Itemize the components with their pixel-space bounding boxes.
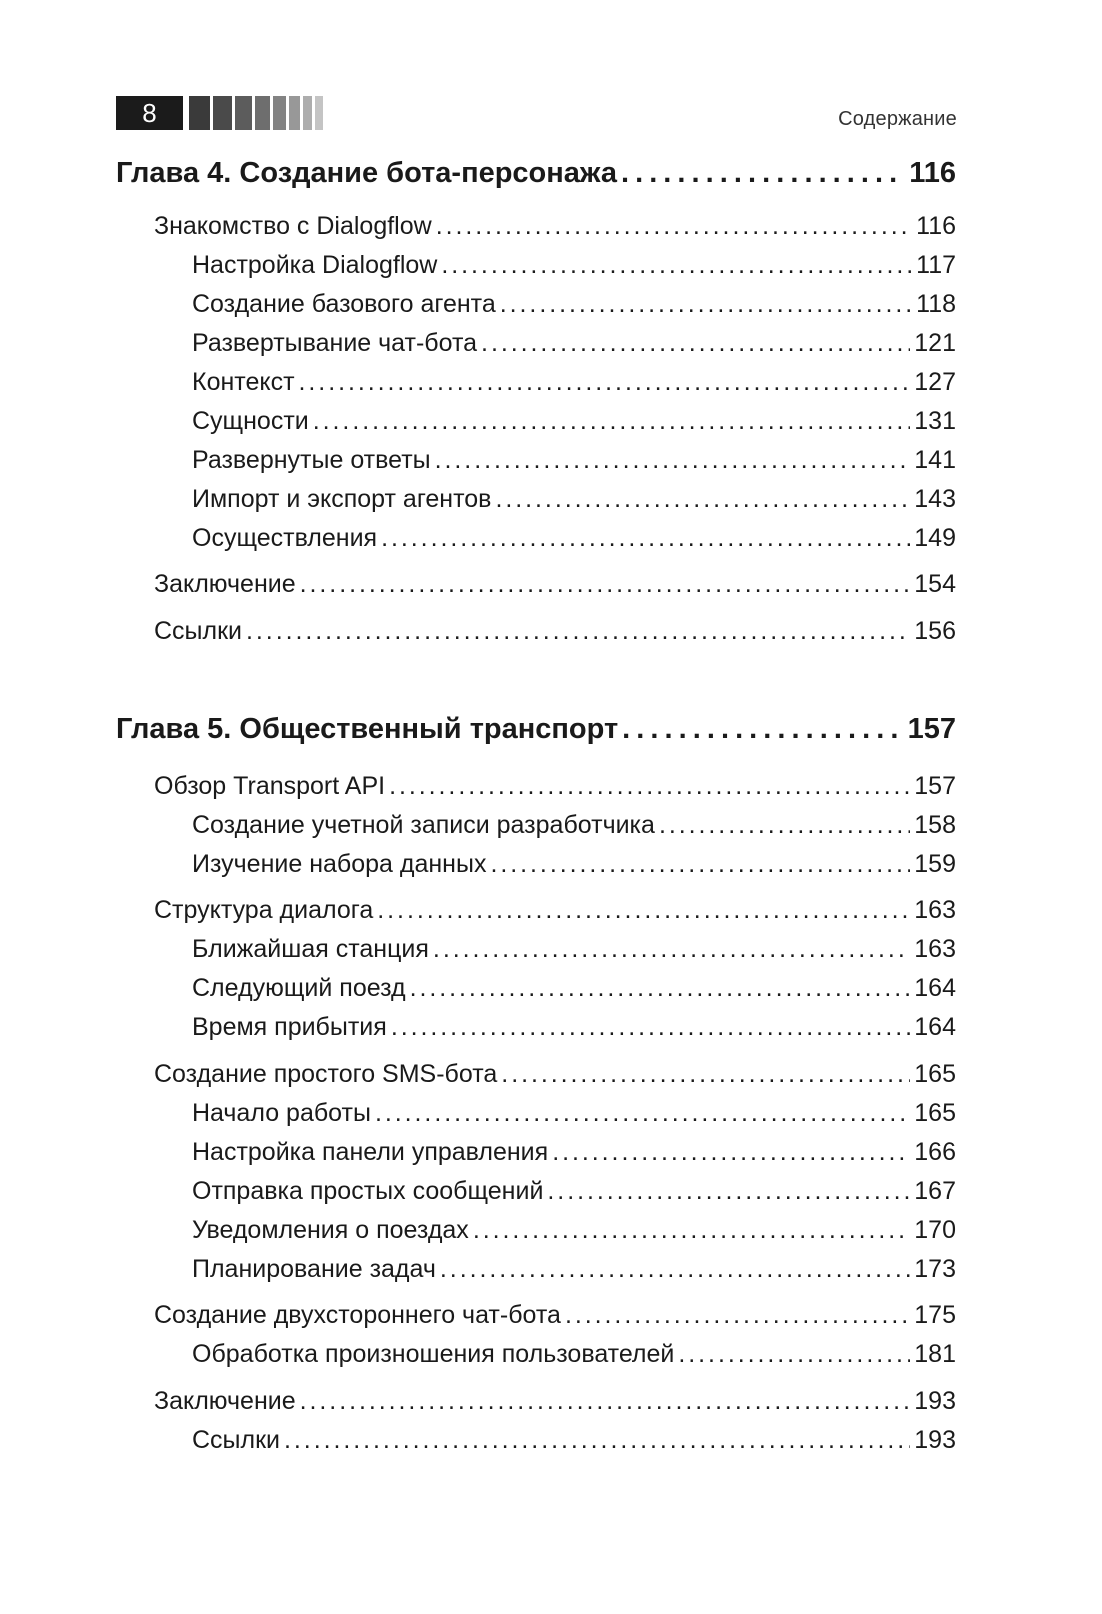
toc-dot-leader: [410, 974, 911, 1003]
toc-entry-title: Создание учетной записи разработчика: [192, 811, 655, 839]
toc-entry[interactable]: [116, 407, 956, 436]
toc-entry[interactable]: [116, 1138, 956, 1167]
toc-dot-leader: [495, 485, 910, 514]
toc-entry-page: 117: [916, 251, 956, 279]
toc-entry-page: 181: [914, 1340, 956, 1368]
toc-entry-title: Ссылки: [154, 617, 243, 645]
toc-entry[interactable]: [116, 329, 956, 358]
toc-dot-leader: [621, 157, 899, 190]
toc-entry[interactable]: [116, 251, 956, 280]
toc-entry-page: 127: [914, 368, 956, 396]
toc-entry-page: 118: [916, 290, 956, 318]
toc-entry[interactable]: [116, 1177, 956, 1206]
toc-entry-title: Структура диалога: [154, 896, 374, 924]
toc-entry-page: 158: [914, 811, 956, 839]
toc-entry-page: 164: [914, 1013, 956, 1041]
toc-dot-leader: [246, 617, 910, 646]
toc-entry[interactable]: [116, 974, 956, 1003]
toc-entry[interactable]: [116, 617, 956, 646]
toc-entry-page: 156: [914, 617, 956, 645]
toc-dot-leader: [490, 850, 910, 879]
toc-dot-leader: [501, 1060, 910, 1089]
toc-entry-page: 159: [914, 850, 956, 878]
toc-dot-leader: [313, 407, 911, 436]
toc-entry[interactable]: [116, 1301, 956, 1330]
toc-entry[interactable]: [116, 446, 956, 475]
page-number: 8: [116, 96, 183, 130]
toc-entry-title: Настройка Dialogflow: [192, 251, 438, 279]
toc-dot-leader: [436, 212, 912, 241]
toc-entry[interactable]: [116, 1387, 956, 1416]
toc-entry-page: 163: [914, 935, 956, 963]
toc-entry-page: 165: [914, 1099, 956, 1127]
toc-entry-title: Развертывание чат-бота: [192, 329, 478, 357]
toc-entry-title: Создание двухстороннего чат-бота: [154, 1301, 561, 1329]
toc-entry-title: Обзор Transport API: [154, 772, 386, 800]
toc-entry-title: Время прибытия: [192, 1013, 387, 1041]
toc-entry-page: 193: [914, 1387, 956, 1415]
toc-dot-leader: [565, 1301, 910, 1330]
toc-entry-page: 170: [914, 1216, 956, 1244]
toc-entry-page: 143: [914, 485, 956, 513]
toc-entry-title: Следующий поезд: [192, 974, 406, 1002]
toc-entry-title: Начало работы: [192, 1099, 371, 1127]
toc-entry-page: 154: [914, 570, 956, 598]
toc-entry-title: Ссылки: [192, 1426, 281, 1454]
toc-entry-page: 141: [914, 446, 956, 474]
toc-entry-page: 149: [914, 524, 956, 552]
toc-entry[interactable]: [116, 368, 956, 397]
toc-entry[interactable]: [116, 524, 956, 553]
toc-dot-leader: [547, 1177, 910, 1206]
toc-entry[interactable]: [116, 1060, 956, 1089]
toc-entry-page: 167: [914, 1177, 956, 1205]
toc-dot-leader: [299, 368, 911, 397]
toc-dot-leader: [678, 1340, 910, 1369]
toc-entry-title: Уведомления о поездах: [192, 1216, 469, 1244]
toc-entry[interactable]: [116, 212, 956, 241]
toc-entry-title: Развернутые ответы: [192, 446, 431, 474]
toc-dot-leader: [284, 1426, 910, 1455]
toc-entry-title: Настройка панели управления: [192, 1138, 549, 1166]
toc-entry-title: Создание простого SMS-бота: [154, 1060, 498, 1088]
toc-dot-leader: [375, 1099, 910, 1128]
toc-entry-title: Изучение набора данных: [192, 850, 487, 878]
toc-entry-title: Сущности: [192, 407, 309, 435]
toc-entry[interactable]: [116, 290, 956, 319]
toc-dot-leader: [300, 570, 911, 599]
toc-entry[interactable]: [116, 1255, 956, 1284]
toc-entry[interactable]: [116, 1013, 956, 1042]
toc-entry[interactable]: [116, 896, 956, 925]
toc-entry-title: Импорт и экспорт агентов: [192, 485, 492, 513]
toc-dot-leader: [481, 329, 910, 358]
toc-dot-leader: [441, 251, 912, 280]
toc-entry-title: Глава 5. Общественный транспорт: [116, 713, 619, 745]
toc-entry[interactable]: [116, 1340, 956, 1369]
toc-entry-page: 116: [909, 157, 956, 189]
running-head: Содержание: [838, 108, 957, 130]
toc-chapter-entry[interactable]: [116, 157, 956, 190]
toc-entry-page: 175: [914, 1301, 956, 1329]
toc-entry-page: 173: [914, 1255, 956, 1283]
toc-entry[interactable]: [116, 1099, 956, 1128]
toc-dot-leader: [500, 290, 912, 319]
toc-entry-title: Контекст: [192, 368, 295, 396]
toc-entry-title: Знакомство с Dialogflow: [154, 212, 432, 240]
toc-entry-page: 121: [914, 329, 956, 357]
toc-entry-page: 131: [914, 407, 956, 435]
toc-dot-leader: [433, 935, 910, 964]
toc-entry-title: Ближайшая станция: [192, 935, 429, 963]
toc-entry-page: 165: [914, 1060, 956, 1088]
toc-dot-leader: [552, 1138, 910, 1167]
toc-entry[interactable]: [116, 1216, 956, 1245]
toc-dot-leader: [300, 1387, 911, 1416]
toc-entry-title: Обработка произношения пользователей: [192, 1340, 675, 1368]
toc-entry-page: 166: [914, 1138, 956, 1166]
toc-entry[interactable]: [116, 811, 956, 840]
toc-entry-page: 157: [907, 713, 956, 745]
toc-dot-leader: [473, 1216, 910, 1245]
toc-dot-leader: [389, 772, 910, 801]
toc-entry-page: 157: [914, 772, 956, 800]
toc-entry-title: Осуществления: [192, 524, 378, 552]
toc-entry-title: Планирование задач: [192, 1255, 436, 1283]
toc-dot-leader: [435, 446, 911, 475]
toc-entry[interactable]: [116, 850, 956, 879]
toc-dot-leader: [622, 713, 897, 746]
toc-entry-title: Глава 4. Создание бота-персонажа: [116, 157, 617, 189]
toc-entry-title: Отправка простых сообщений: [192, 1177, 544, 1205]
toc-entry-title: Заключение: [154, 1387, 296, 1415]
toc-dot-leader: [381, 524, 910, 553]
toc-dot-leader: [377, 896, 910, 925]
toc-entry[interactable]: [116, 570, 956, 599]
toc-entry-title: Создание базового агента: [192, 290, 496, 318]
toc-entry[interactable]: [116, 1426, 956, 1455]
toc-dot-leader: [440, 1255, 910, 1284]
toc-entry-page: 164: [914, 974, 956, 1002]
toc-entry[interactable]: [116, 935, 956, 964]
toc-entry-page: 163: [914, 896, 956, 924]
toc-dot-leader: [391, 1013, 910, 1042]
toc-entry-page: 116: [916, 212, 956, 240]
toc-dot-leader: [659, 811, 910, 840]
toc-entry[interactable]: [116, 772, 956, 801]
toc-entry-title: Заключение: [154, 570, 296, 598]
toc-entry[interactable]: [116, 485, 956, 514]
toc-entry-page: 193: [914, 1426, 956, 1454]
toc-chapter-entry[interactable]: [116, 713, 956, 746]
